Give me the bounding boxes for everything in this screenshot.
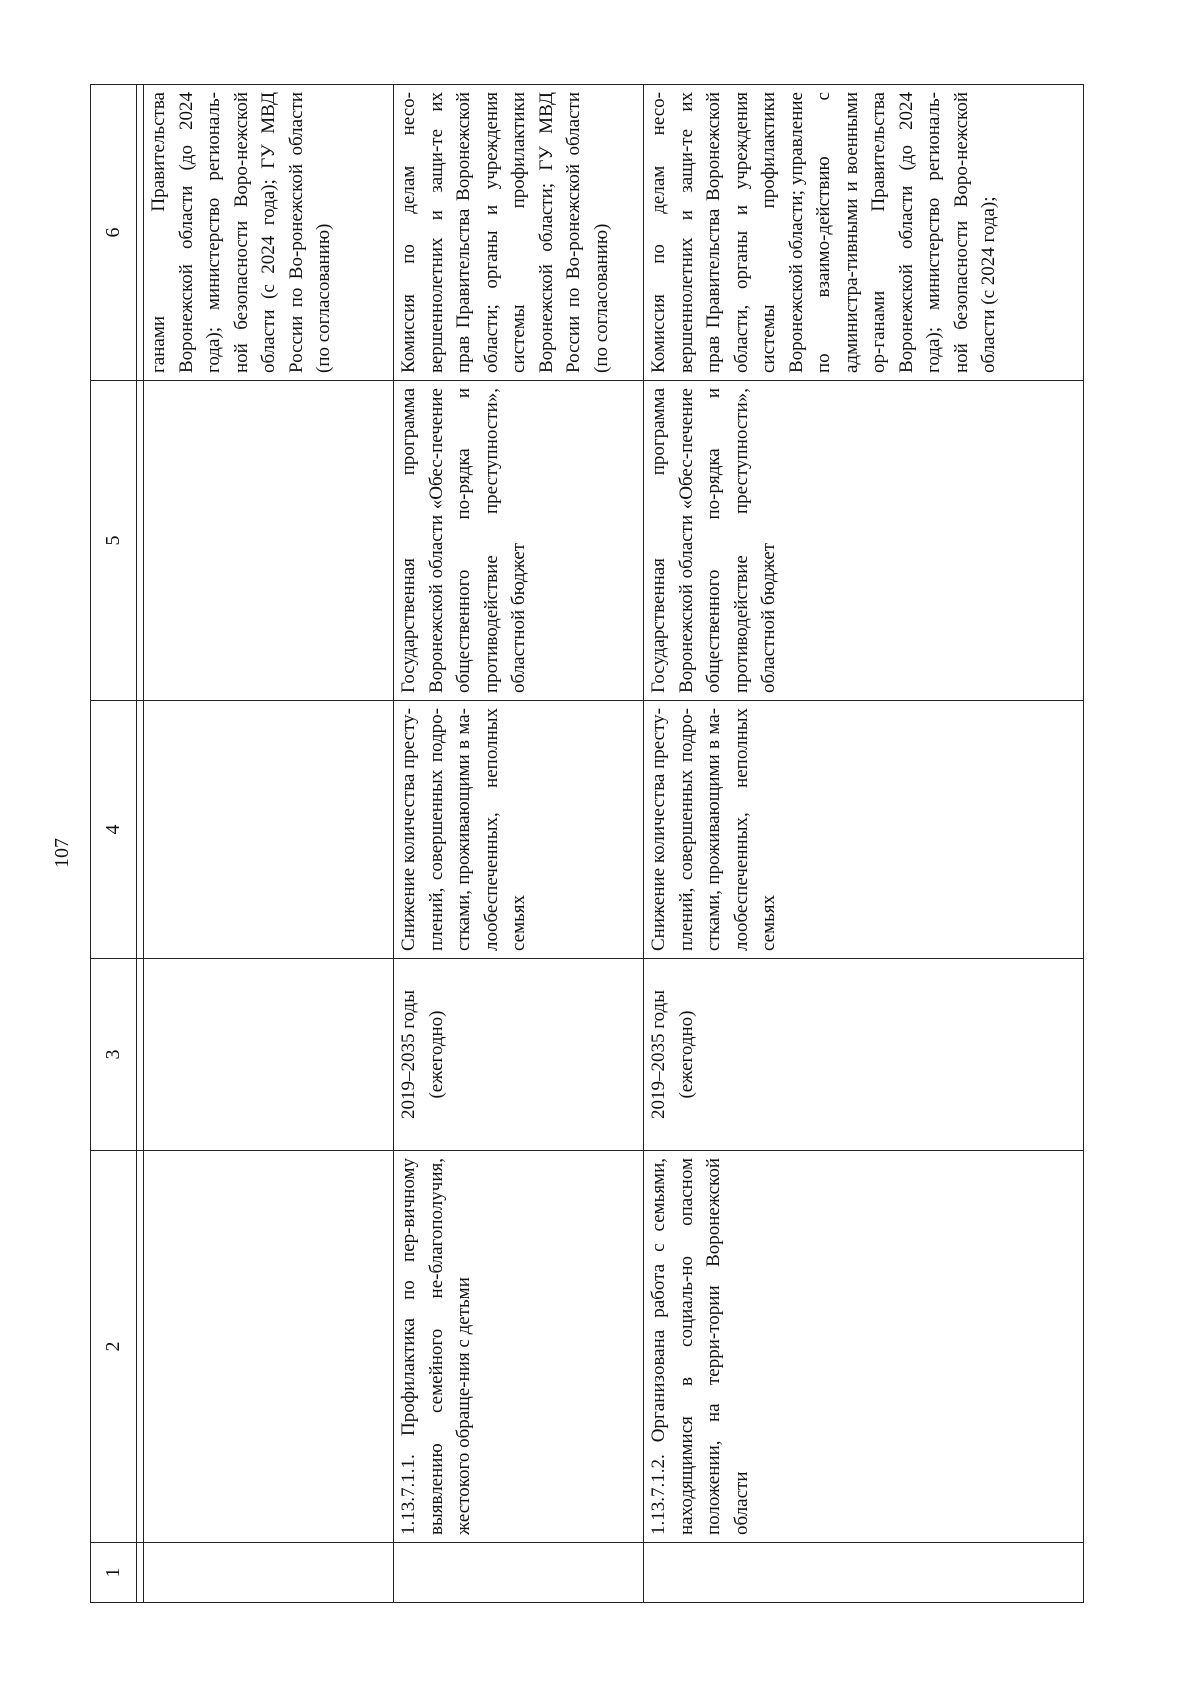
table-cell: 1.13.7.1.2. Организована работа с семьями, находящимися в социаль-но опасном положении, на терри-тории Воронежской области <box>644 1151 1084 1543</box>
table-cell <box>644 1543 1084 1603</box>
header-cell: 2 <box>91 1151 137 1543</box>
header-cell: 3 <box>91 959 137 1151</box>
table-cell <box>394 1543 644 1603</box>
table-row <box>394 85 644 1603</box>
table-row <box>644 85 1084 1603</box>
table-cell: Государственная программа Воронежской области «Обес-печение общественного по-рядка и противодействие преступности», областной бюджет <box>394 381 644 701</box>
rotated-page-content <box>90 85 1098 1603</box>
table-cell: 2019–2035 годы (ежегодно) <box>644 959 1084 1151</box>
table-cell: 1.13.7.1.1. Профилактика по пер-вичному выявлению семейного не-благополучия, жестокого обраще-ния с детьми <box>394 1151 644 1543</box>
table-row <box>144 85 394 1603</box>
header-cell: 5 <box>91 381 137 701</box>
table-cell <box>144 1151 394 1543</box>
table-cell: 2019–2035 годы (ежегодно) <box>394 959 644 1151</box>
header-cell: 6 <box>91 85 137 381</box>
table-cell <box>144 959 394 1151</box>
table-cell: Снижение количества престу-плений, совершенных подро-стками, проживающими в ма-лообеспеченных, неполных семьях <box>394 701 644 959</box>
table-cell <box>144 1543 394 1603</box>
measures-table <box>90 84 1084 1603</box>
table-cell: Государственная программа Воронежской области «Обес-печение общественного по-рядка и противодействие преступности», областной бюджет <box>644 381 1084 701</box>
table-cell: Комиссия по делам несо-вершеннолетних и защи-те их прав Правительства Воронежской области; органы и учреждения системы профилактики Воронежской области; ГУ МВД России по Во-ронежской области (по согласованию) <box>394 85 644 381</box>
page-number: 107 <box>51 838 73 868</box>
table-cell: ганами Правительства Воронежской области (до 2024 года); министерство региональ-ной безопасности Воро-нежской области (с 2024 года); ГУ МВД России по Во-ронежской области (по согласованию) <box>144 85 394 381</box>
table-cell <box>144 381 394 701</box>
table-header-row <box>91 85 137 1603</box>
header-cell: 1 <box>91 1543 137 1603</box>
table-cell: Комиссия по делам несо-вершеннолетних и защи-те их прав Правительства Воронежской области, органы и учреждения системы профилактики Воронежской области; управление по взаимо-действию с администра-тивными и военными ор-ганами Правительства Воронежской области (до 2024 года); министерство региональ-ной безопасности Воро-нежской области (с 2024 года); <box>644 85 1084 381</box>
header-spacer-row <box>137 85 144 1603</box>
table-cell: Снижение количества престу-плений, совершенных подро-стками, проживающими в ма-лообеспеченных, неполных семьях <box>644 701 1084 959</box>
table-cell <box>144 701 394 959</box>
header-cell: 4 <box>91 701 137 959</box>
